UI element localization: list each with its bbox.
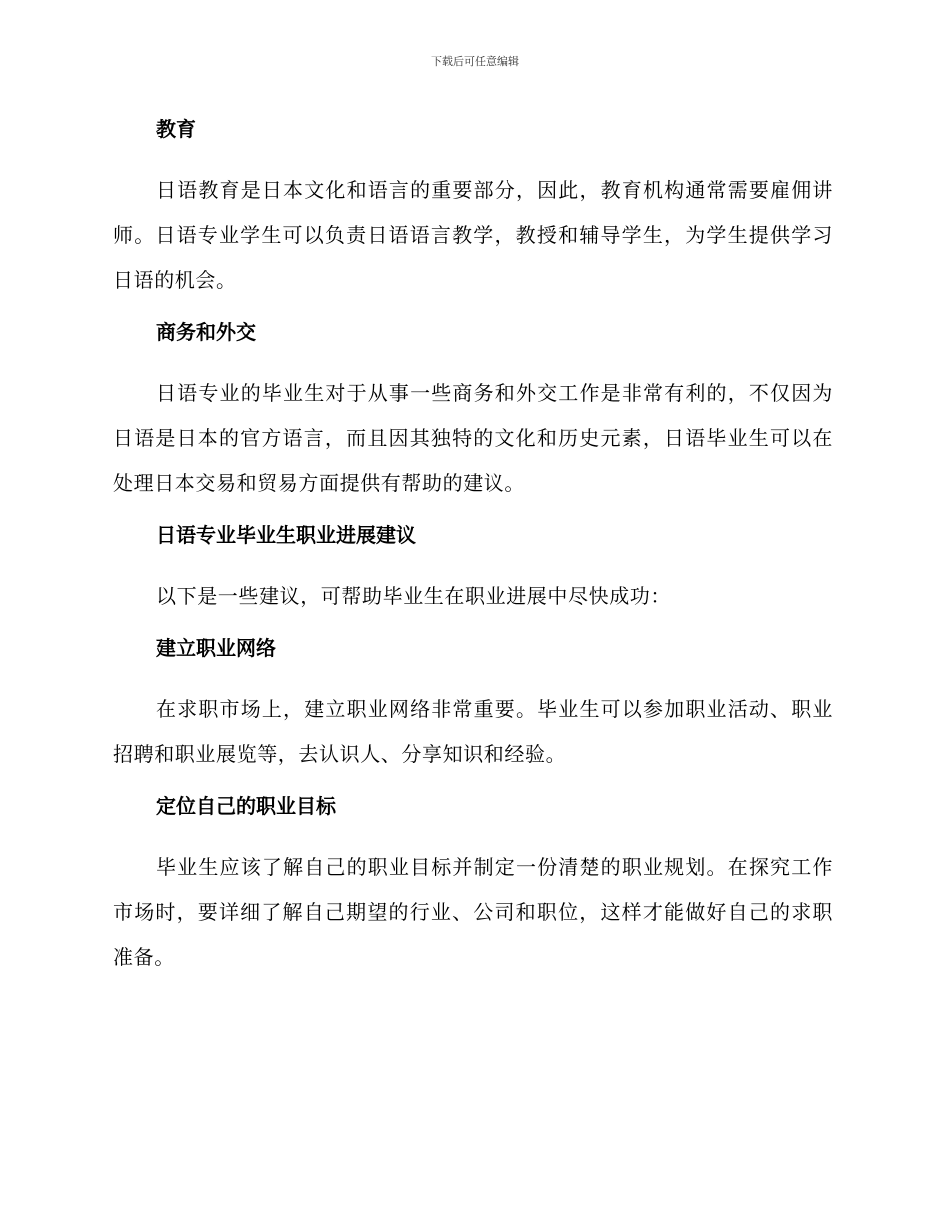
section-heading: 建立职业网络 [156,636,276,660]
section-business-diplomacy [113,315,833,506]
document-body [113,112,833,992]
section-heading: 教育 [156,117,196,141]
section-paragraph: 日语专业的毕业生对于从事一些商务和外交工作是非常有利的，不仅因为日语是日本的官方语言，而且因其独特的文化和历史元素，日语毕业生可以在处理日本交易和贸易方面提供有帮助的建议。 [113,381,833,495]
section-paragraph: 日语教育是日本文化和语言的重要部分，因此，教育机构通常需要雇佣讲师。日语专业学生可以负责日语语言教学，教授和辅导学生，为学生提供学习日语的机会。 [113,178,833,292]
section-career-advice [113,518,833,619]
section-heading: 日语专业毕业生职业进展建议 [156,523,416,547]
section-heading: 定位自己的职业目标 [156,794,336,818]
section-paragraph: 以下是一些建议，可帮助毕业生在职业进展中尽快成功： [156,584,671,608]
section-career-goals [113,789,833,980]
section-heading: 商务和外交 [156,320,256,344]
section-education [113,112,833,303]
section-build-network [113,631,833,777]
page-header: 下载后可任意编辑 [431,55,519,68]
section-paragraph: 毕业生应该了解自己的职业目标并制定一份清楚的职业规划。在探究工作市场时，要详细了解自己期望的行业、公司和职位，这样才能做好自己的求职准备。 [113,855,833,969]
section-paragraph: 在求职市场上，建立职业网络非常重要。毕业生可以参加职业活动、职业招聘和职业展览等，去认识人、分享知识和经验。 [113,697,833,766]
